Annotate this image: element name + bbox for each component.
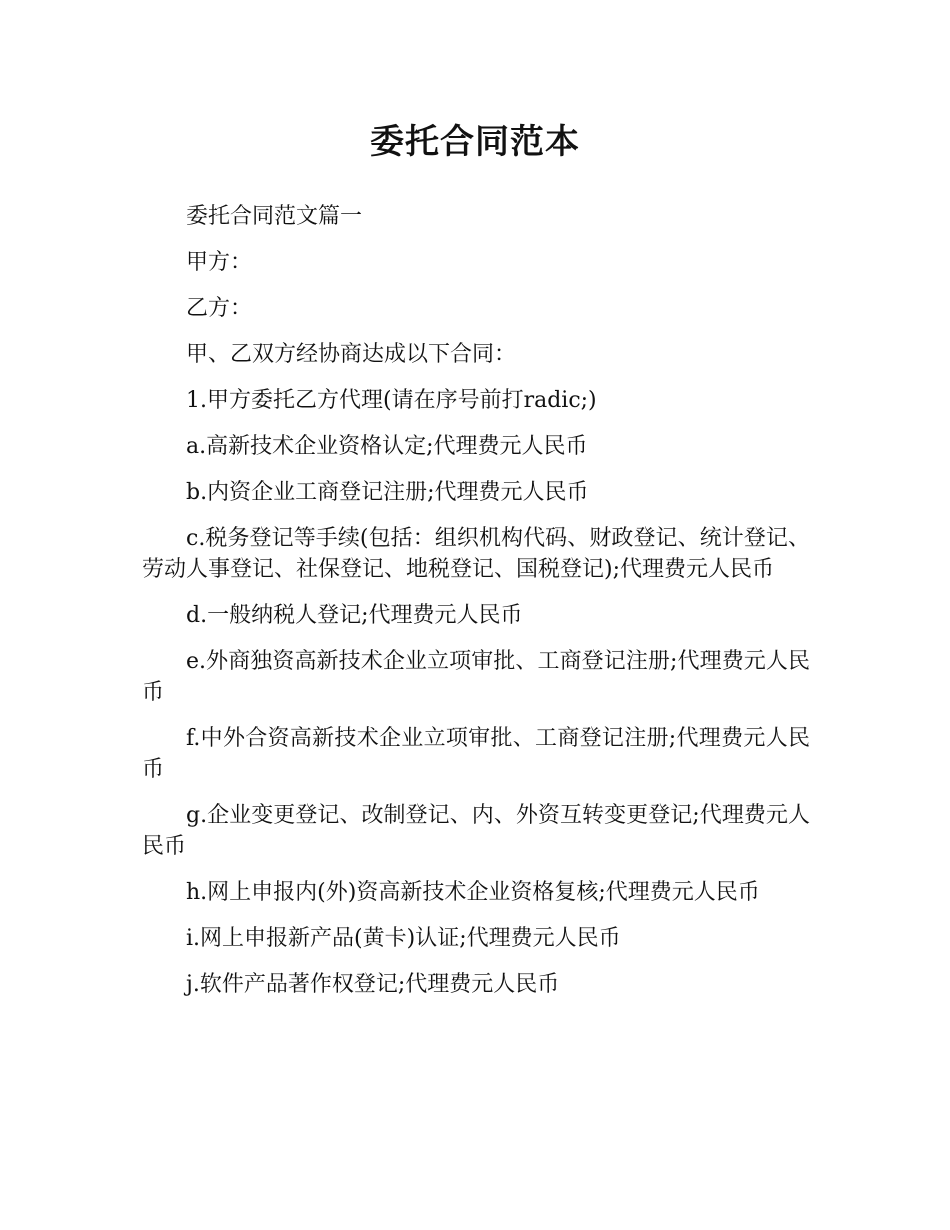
- paragraph-item-f: f.中外合资高新技术企业立项审批、工商登记注册;代理费元人民币: [142, 726, 810, 782]
- paragraph-intro: 甲、乙双方经协商达成以下合同：: [186, 342, 517, 367]
- paragraph-item-a: a.高新技术企业资格认定;代理费元人民币: [186, 434, 588, 459]
- paragraph-party-b: 乙方：: [186, 296, 253, 321]
- paragraph-item-j: j.软件产品著作权登记;代理费元人民币: [186, 972, 560, 997]
- paragraph-party-a: 甲方：: [186, 250, 253, 275]
- paragraph-heading: 委托合同范文篇一: [186, 204, 363, 229]
- paragraph-item-i: i.网上申报新产品(黄卡)认证;代理费元人民币: [186, 926, 621, 951]
- paragraph-item-h: h.网上申报内(外)资高新技术企业资格复核;代理费元人民币: [186, 880, 760, 905]
- document-body: [142, 201, 810, 1015]
- paragraph-item-d: d.一般纳税人登记;代理费元人民币: [186, 603, 523, 628]
- paragraph-item-e: e.外商独资高新技术企业立项审批、工商登记注册;代理费元人民币: [142, 649, 810, 705]
- document-title: 委托合同范本: [370, 122, 580, 162]
- paragraph-item-c: c.税务登记等手续(包括：组织机构代码、财政登记、统计登记、劳动人事登记、社保登记、地税登记、国税登记);代理费元人民币: [142, 526, 810, 582]
- paragraph-item-b: b.内资企业工商登记注册;代理费元人民币: [186, 480, 589, 505]
- paragraph-clause-1: 1.甲方委托乙方代理(请在序号前打radic;): [186, 388, 597, 413]
- paragraph-item-g: g.企业变更登记、改制登记、内、外资互转变更登记;代理费元人民币: [142, 803, 810, 859]
